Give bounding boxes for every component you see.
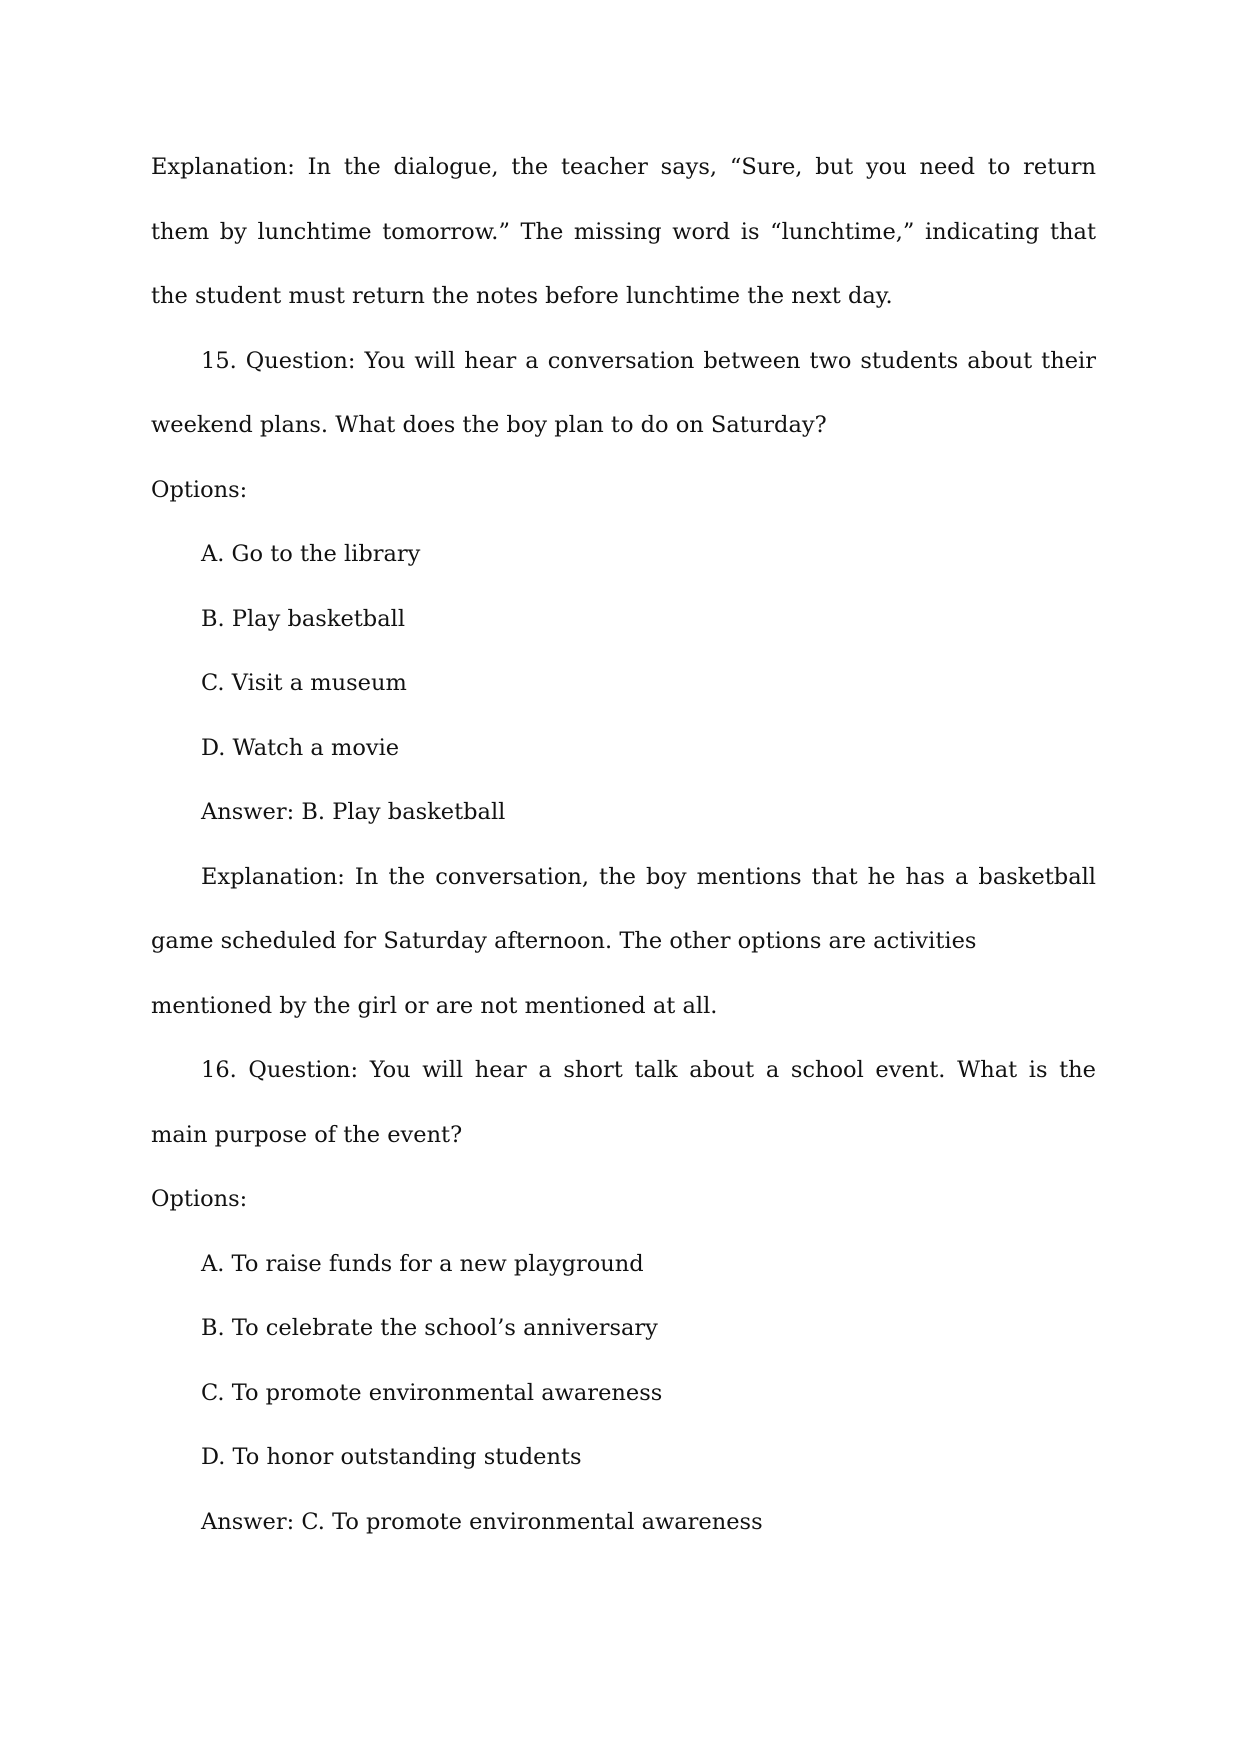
option-16-c: C. To promote environmental awareness xyxy=(201,1380,663,1406)
option-15-c: C. Visit a museum xyxy=(201,670,407,696)
option-16-a: A. To raise funds for a new playground xyxy=(201,1251,644,1277)
option-16-d: D. To honor outstanding students xyxy=(201,1444,582,1470)
options-16-heading: Options: xyxy=(151,1186,248,1212)
explanation-15-line-3: mentioned by the girl or are not mentioned at all. xyxy=(151,993,718,1019)
explanation-15-line-1: Explanation: In the conversation, the boy mentions that he has a basketball xyxy=(201,864,1096,890)
option-15-d: D. Watch a movie xyxy=(201,735,400,761)
explanation-15-line-2: game scheduled for Saturday afternoon. The other options are activities xyxy=(151,928,977,954)
question-16-line-2: main purpose of the event? xyxy=(151,1122,463,1148)
explanation-14-line-3: the student must return the notes before lunchtime the next day. xyxy=(151,283,893,309)
option-16-b: B. To celebrate the school’s anniversary xyxy=(201,1315,658,1341)
answer-15: Answer: B. Play basketball xyxy=(201,799,506,825)
option-15-a: A. Go to the library xyxy=(201,541,421,567)
options-15-heading: Options: xyxy=(151,477,248,503)
explanation-14-line-1: Explanation: In the dialogue, the teacher says, “Sure, but you need to return xyxy=(151,154,1096,180)
question-16-line-1: 16. Question: You will hear a short talk about a school event. What is the xyxy=(201,1057,1096,1083)
question-15-line-1: 15. Question: You will hear a conversation between two students about their xyxy=(201,348,1096,374)
option-15-b: B. Play basketball xyxy=(201,606,406,632)
question-15-line-2: weekend plans. What does the boy plan to do on Saturday? xyxy=(151,412,827,438)
explanation-14-line-2: them by lunchtime tomorrow.” The missing word is “lunchtime,” indicating that xyxy=(151,219,1096,245)
answer-16: Answer: C. To promote environmental awareness xyxy=(201,1509,763,1535)
